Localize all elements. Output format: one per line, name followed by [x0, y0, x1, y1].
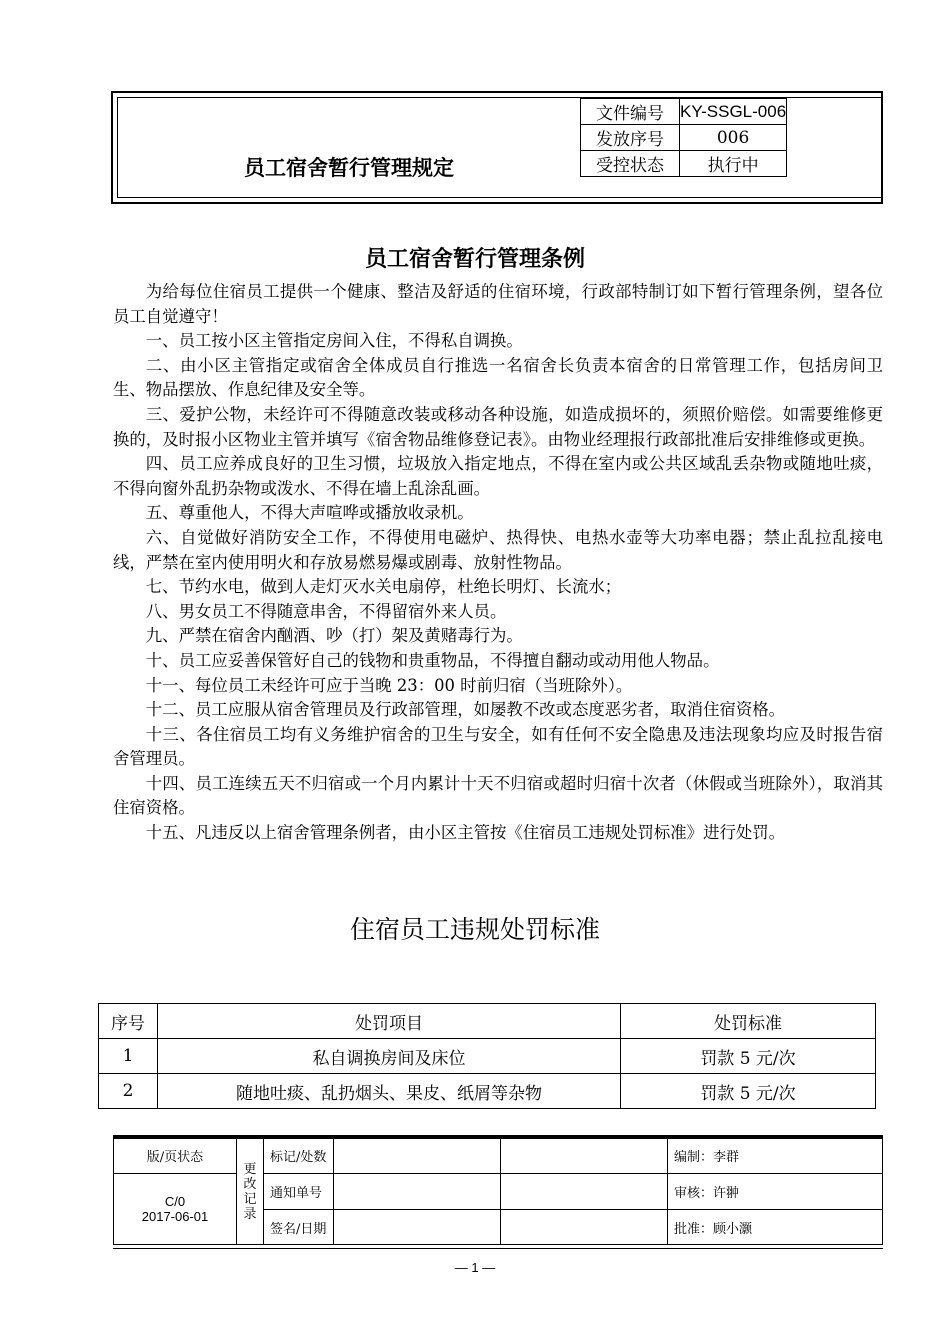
rule-item: 八、男女员工不得随意串舍，不得留宿外来人员。: [145, 601, 507, 621]
mark-label: 标记/处数: [264, 1139, 334, 1174]
page-number: — 1 —: [454, 1260, 496, 1275]
rule-item: 一、员工按小区主管指定房间入住，不得私自调换。: [145, 331, 523, 351]
intro-paragraph: 为给每位住宿员工提供一个健康、整洁及舒适的住宿环境，行政部特制订如下暂行管理条例，望各位员工自觉遵守！: [113, 282, 883, 326]
issue-number-label: 发放序号: [581, 125, 680, 151]
mark-cell-2: [501, 1139, 668, 1174]
rule-item: 四、员工应养成良好的卫生习惯，垃圾放入指定地点，不得在室内或公共区域乱丢杂物或随地吐痰，不得向窗外乱扔杂物或泼水、不得在墙上乱涂乱画。: [113, 454, 883, 498]
header-inner-frame: [117, 97, 881, 198]
table-row: [99, 1039, 876, 1074]
row-item: 随地吐痰、乱扔烟头、果皮、纸屑等杂物: [158, 1074, 621, 1109]
approver-label: 批准：顾小灏: [668, 1210, 883, 1245]
rule-item: 十一、每位员工未经许可应于当晚 23：00 时前归宿（当班除外）。: [145, 675, 633, 695]
rule-item: 五、尊重他人，不得大声喧哗或播放收录机。: [145, 503, 474, 523]
row-penalty: 罚款 5 元/次: [621, 1074, 876, 1109]
rule-item: 九、严禁在宿舍内酗酒、吵（打）架及黄赌毒行为。: [145, 626, 523, 646]
regulations-body: [113, 280, 883, 846]
sign-label: 签名/日期: [264, 1210, 334, 1245]
document-header: [111, 91, 883, 204]
row-number: 1: [99, 1039, 158, 1074]
sign-cell-1: [334, 1210, 501, 1245]
row-penalty: 罚款 5 元/次: [621, 1039, 876, 1074]
change-record-text: 更改记录: [243, 1161, 257, 1222]
penalty-table: [98, 1003, 876, 1109]
column-header-item: 处罚项目: [158, 1004, 621, 1039]
sign-cell-2: [501, 1210, 668, 1245]
revision-table: [113, 1138, 883, 1245]
notice-cell-2: [501, 1173, 668, 1209]
rule-item: 六、自觉做好消防安全工作，不得使用电磁炉、热得快、电热水壶等大功率电器；禁止乱拉乱接电线，严禁在室内使用明火和存放易燃易爆或剧毒、放射性物品。: [113, 527, 883, 572]
penalty-standard-title: 住宿员工违规处罚标准: [349, 915, 600, 944]
table-header-row: [99, 1004, 876, 1039]
rule-item: 十、员工应妥善保管好自己的钱物和贵重物品，不得擅自翻动或动用他人物品。: [145, 650, 720, 670]
control-status-label: 受控状态: [581, 151, 680, 177]
rule-item: 十四、员工连续五天不归宿或一个月内累计十天不归宿或超时归宿十次者（休假或当班除外），取消其住宿资格。: [113, 773, 883, 818]
change-record-label: [237, 1139, 264, 1245]
notice-cell-1: [334, 1173, 501, 1209]
column-header-penalty: 处罚标准: [621, 1004, 876, 1039]
header-title: 员工宿舍暂行管理规定: [244, 155, 454, 180]
rule-item: 十三、各住宿员工均有义务维护宿舍的卫生与安全，如有任何不安全隐患及违法现象均应及时报告宿舍管理员。: [113, 724, 883, 769]
table-row: [99, 1074, 876, 1109]
rule-item: 二、由小区主管指定或宿舍全体成员自行推选一名宿舍长负责本宿舍的日常管理工作，包括房间卫生、物品摆放、作息纪律及安全等。: [113, 355, 883, 400]
rule-item: 十二、员工应服从宿舍管理员及行政部管理，如屡教不改或态度恶劣者，取消住宿资格。: [145, 700, 786, 720]
version-label: 版/页状态: [114, 1139, 237, 1174]
rule-item: 十五、凡违反以上宿舍管理条例者，由小区主管按《住宿员工违规处罚标准》进行处罚。: [145, 823, 786, 843]
rule-item: 七、节约水电，做到人走灯灭水关电扇停，杜绝长明灯、长流水；: [145, 577, 622, 597]
regulations-title: 员工宿舍暂行管理条例: [364, 247, 585, 272]
document-footer: [113, 1135, 883, 1249]
row-item: 私自调换房间及床位: [158, 1039, 621, 1074]
file-number-value: KY-SSGL-006: [680, 99, 787, 125]
reviewer-label: 审核：许翀: [668, 1173, 883, 1209]
notice-label: 通知单号: [264, 1173, 334, 1209]
mark-cell-1: [334, 1139, 501, 1174]
file-number-label: 文件编号: [581, 99, 680, 125]
version-date: 2017-06-01: [141, 1208, 209, 1224]
issue-number-value: 006: [680, 125, 787, 151]
document-control-table: [580, 98, 787, 177]
editor-label: 编制：李群: [668, 1139, 883, 1174]
column-header-no: 序号: [99, 1004, 158, 1039]
version-value-cell: [114, 1173, 237, 1244]
version-value: C/0: [164, 1193, 186, 1209]
rule-item: 三、爱护公物，未经许可不得随意改装或移动各种设施，如造成损坏的，须照价赔偿。如需要维修更换的，及时报小区物业主管并填写《宿舍物品维修登记表》。由物业经理报行政部批准后安排维修或更换。: [113, 404, 883, 449]
row-number: 2: [99, 1074, 158, 1109]
control-status-value: 执行中: [680, 151, 787, 177]
